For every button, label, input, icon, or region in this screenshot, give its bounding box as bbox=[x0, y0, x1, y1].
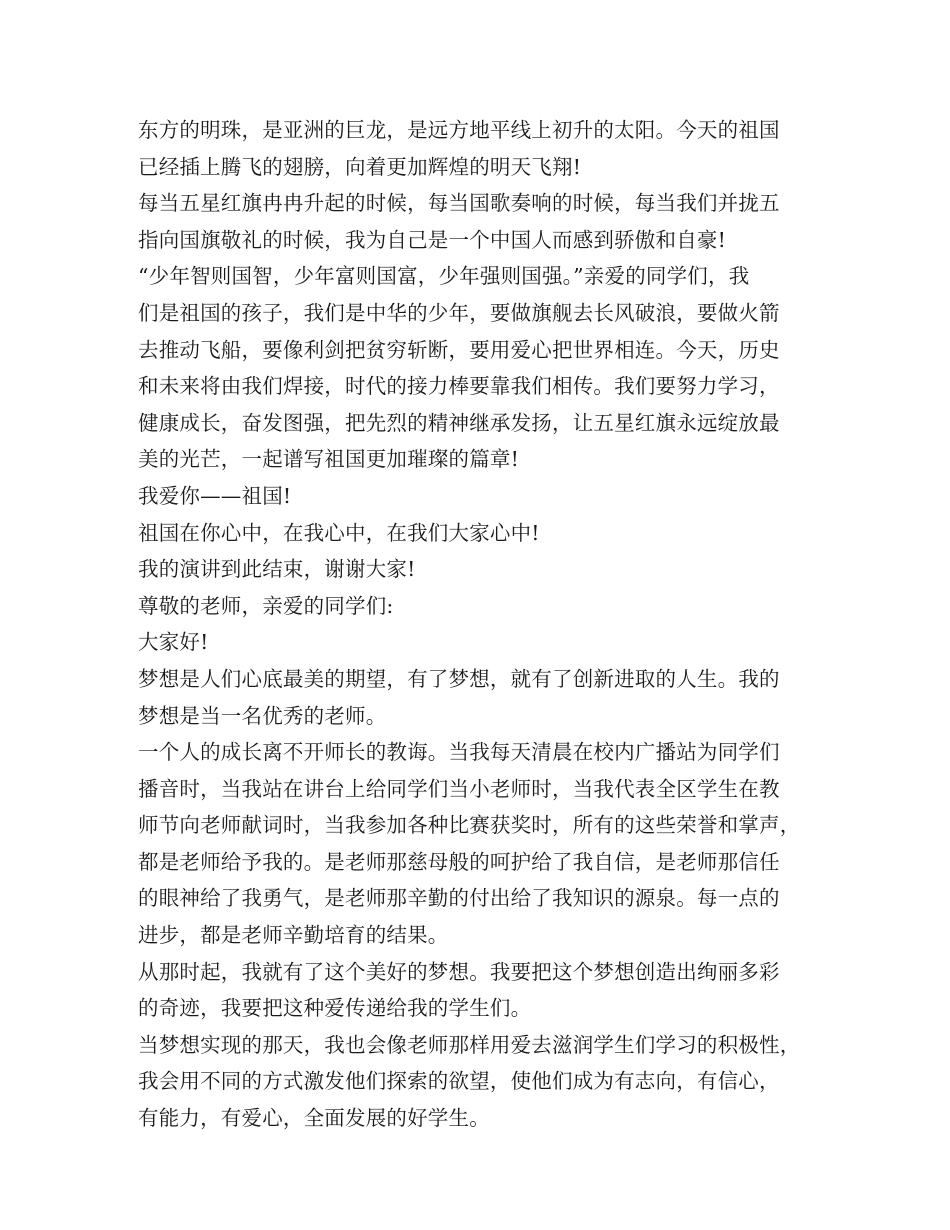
text-line: 每当五星红旗冉冉升起的时候，每当国歌奏响的时候，每当我们并拢五 bbox=[138, 191, 780, 216]
text-line: 的奇迹，我要把这种爱传递给我的学生们。 bbox=[138, 996, 532, 1021]
text-line: 有能力，有爱心，全面发展的好学生。 bbox=[138, 1106, 490, 1131]
text-line: 都是老师给予我的。是老师那慈母般的呵护给了我自信，是老师那信任 bbox=[138, 849, 780, 874]
text-line: “少年智则国智，少年富则国富，少年强则国强。”亲爱的同学们，我 bbox=[138, 264, 750, 289]
text-line: 已经插上腾飞的翅膀，向着更加辉煌的明天飞翔! bbox=[138, 154, 582, 179]
text-line: 进步，都是老师辛勤培育的结果。 bbox=[138, 923, 449, 948]
text-line: 尊敬的老师，亲爱的同学们: bbox=[138, 593, 394, 618]
text-line: 一个人的成长离不开师长的教诲。当我每天清晨在校内广播站为同学们 bbox=[138, 740, 780, 765]
text-line: 和未来将由我们焊接，时代的接力棒要靠我们相传。我们要努力学习， bbox=[138, 374, 780, 399]
text-line: 梦想是当一名优秀的老师。 bbox=[138, 703, 387, 728]
text-line: 指向国旗敬礼的时候，我为自己是一个中国人而感到骄傲和自豪! bbox=[138, 227, 727, 252]
text-line: 美的光芒，一起谱写祖国更加璀璨的篇章! bbox=[138, 447, 520, 472]
text-line: 我的演讲到此结束，谢谢大家! bbox=[138, 557, 416, 582]
document-body bbox=[138, 112, 828, 1137]
text-line: 祖国在你心中，在我心中，在我们大家心中! bbox=[138, 520, 540, 545]
text-line: 我爱你——祖国! bbox=[138, 483, 292, 508]
text-line: 们是祖国的孩子，我们是中华的少年，要做旗舰去长风破浪，要做火箭 bbox=[138, 300, 780, 325]
text-line: 我会用不同的方式激发他们探索的欲望，使他们成为有志向，有信心， bbox=[138, 1069, 780, 1094]
text-line: 东方的明珠，是亚洲的巨龙，是远方地平线上初升的太阳。今天的祖国 bbox=[138, 118, 780, 142]
text-line: 播音时，当我站在讲台上给同学们当小老师时，当我代表全区学生在教 bbox=[138, 776, 780, 801]
text-line: 的眼神给了我勇气，是老师那辛勤的付出给了我知识的源泉。每一点的 bbox=[138, 886, 780, 911]
text-line: 从那时起，我就有了这个美好的梦想。我要把这个梦想创造出绚丽多彩 bbox=[138, 959, 780, 984]
text-line: 健康成长，奋发图强，把先烈的精神继承发扬，让五星红旗永远绽放最 bbox=[138, 410, 780, 435]
text-line: 大家好! bbox=[138, 630, 209, 655]
text-line: 梦想是人们心底最美的期望，有了梦想，就有了创新进取的人生。我的 bbox=[138, 666, 780, 691]
text-line: 师节向老师献词时，当我参加各种比赛获奖时，所有的这些荣誉和掌声， bbox=[138, 813, 801, 838]
text-line: 当梦想实现的那天，我也会像老师那样用爱去滋润学生们学习的积极性， bbox=[138, 1032, 801, 1057]
text-line: 去推动飞船，要像利剑把贫穷斩断，要用爱心把世界相连。今天，历史 bbox=[138, 337, 780, 362]
